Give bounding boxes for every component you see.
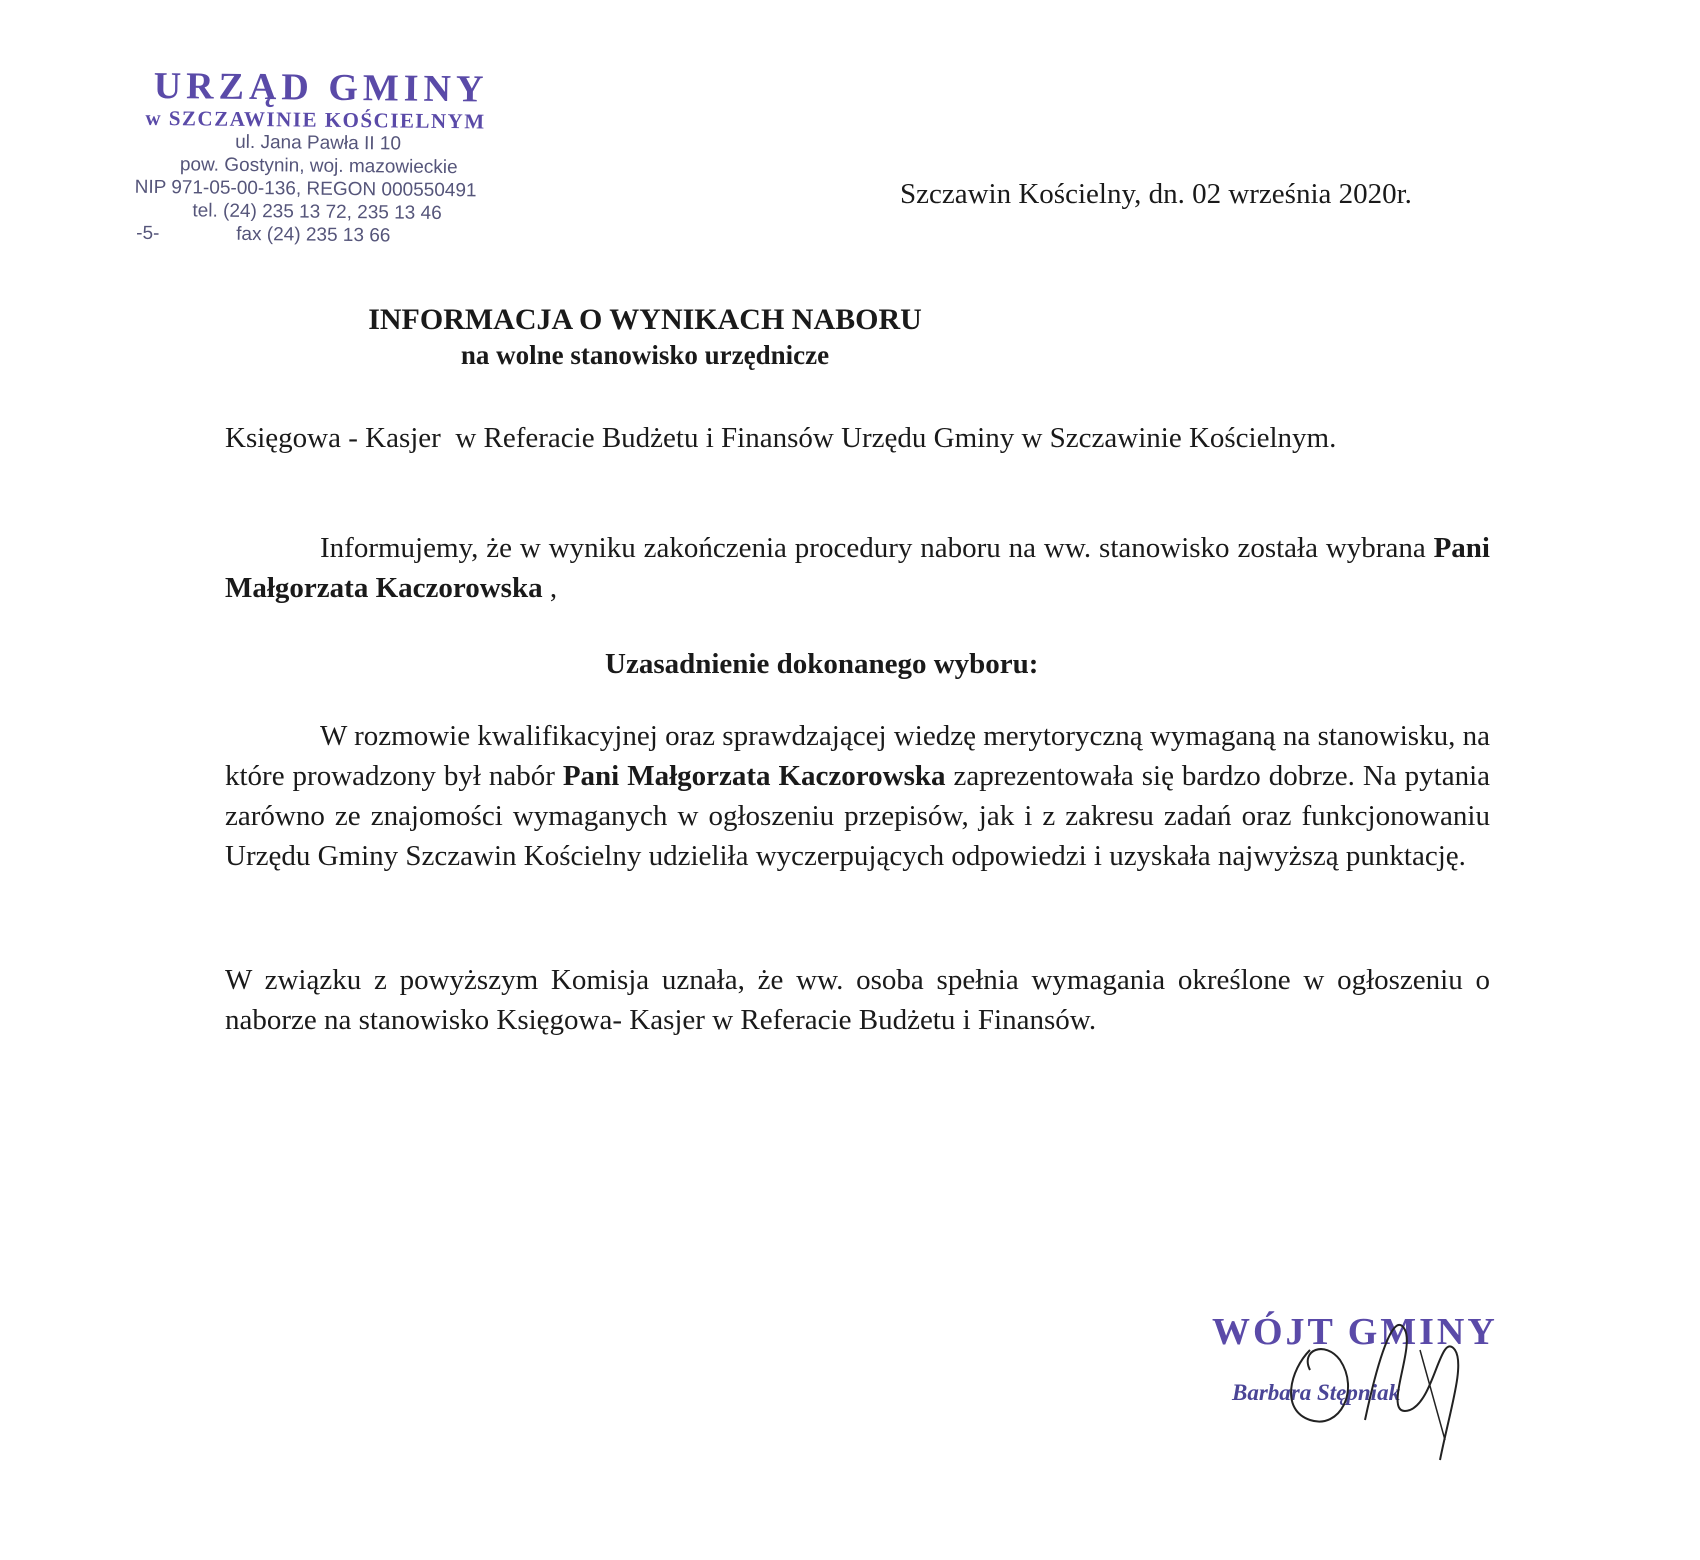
document-subtitle: na wolne stanowisko urzędnicze [460,340,830,370]
signature-stamp-name: Barbara Stępniak [1232,1380,1401,1405]
office-stamp [134,66,566,249]
justification-heading: Uzasadnienie dokonanego wyboru: [605,648,1039,680]
paragraph-justification-after: zaprezentowała się bardzo dobrze. Na pytania zarówno ze znajomości wymaganych w ogłoszeniu przepisów, jak i z zakresu zadań oraz funkcjonowaniu Urzędu Gminy Szczawin Kościelny udzieliła wyczerpujących odpowiedzi i uzyskała najwyższą punktację. [225,760,1490,872]
stamp-subtitle: w SZCZAWINIE KOŚCIELNYM [145,105,486,134]
paragraph-justification-before: W rozmowie kwalifikacyjnej oraz sprawdzającej wiedzę merytoryczną wymaganą na stanowisku, na które prowadzony był nabór [225,720,1490,792]
signature-stamp-title: WÓJT GMINY [1212,1311,1498,1353]
stamp-number: -5- [136,222,160,245]
stamp-ids: NIP 971-05-00-136, REGON 000550491 [134,176,477,202]
selected-candidate-name: Pani Małgorzata Kaczorowska [225,532,1490,604]
paragraph-result [225,528,1490,608]
document-date: Szczawin Kościelny, dn. 02 września 2020r. [900,178,1412,210]
paragraph-conclusion: W związku z powyższym Komisja uznała, że ww. osoba spełnia wymagania określone w ogłoszeniu o naborze na stanowisko Księgowa- Kasjer w Referacie Budżetu i Finansów. [225,964,1490,1036]
stamp-fax-row [134,222,564,250]
position-description: Księgowa - Kasjer w Referacie Budżetu i Finansów Urzędu Gminy w Szczawinie Kościelnym. [225,422,1337,454]
stamp-address: ul. Jana Pawła II 10 [235,131,402,155]
stamp-county: pow. Gostynin, woj. mazowieckie [179,154,458,179]
stamp-tel: tel. (24) 235 13 72, 235 13 46 [192,200,442,224]
handwritten-signature [1270,1290,1490,1470]
paragraph-justification [225,716,1490,876]
paragraph-result-text: Informujemy, że w wyniku zakończenia procedury naboru na ww. stanowisko została wybrana [320,532,1434,564]
paragraph-result-after: , [542,572,558,604]
candidate-name-justification: Pani Małgorzata Kaczorowska [562,760,946,792]
stamp-title: URZĄD GMINY [153,64,489,111]
stamp-fax: fax (24) 235 13 66 [236,223,391,247]
document-title: INFORMACJA O WYNIKACH NABORU [368,303,922,336]
